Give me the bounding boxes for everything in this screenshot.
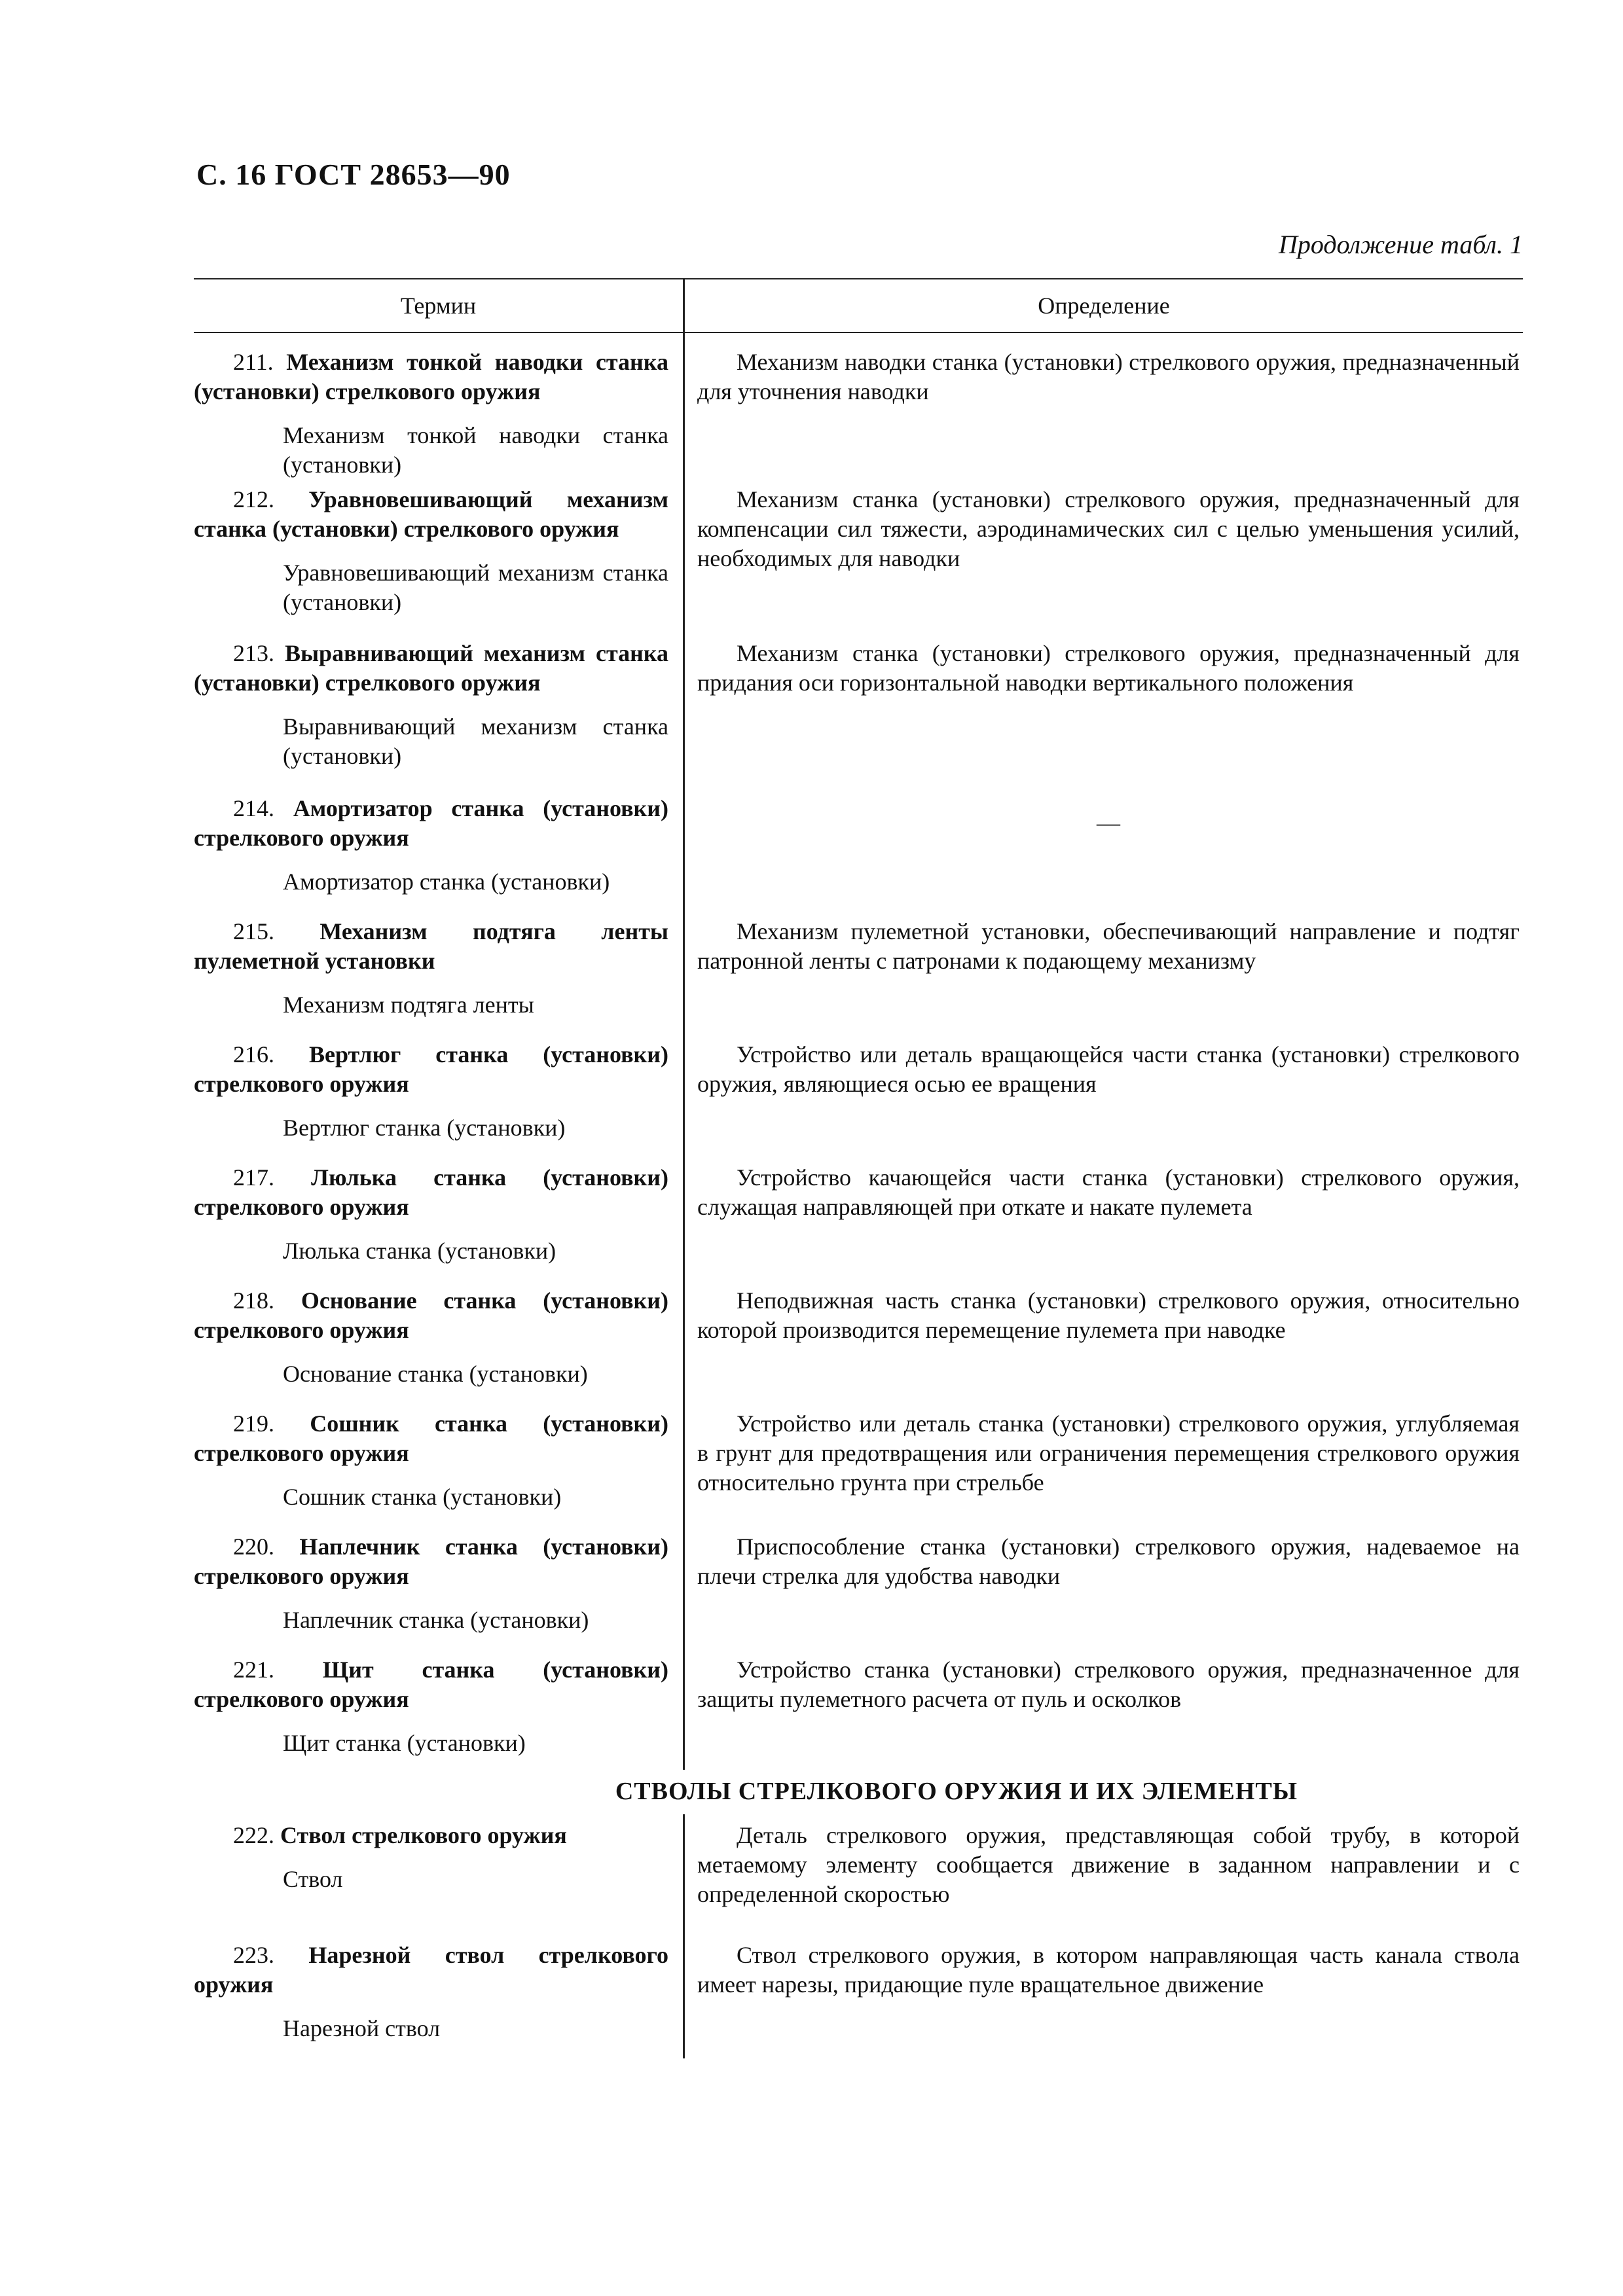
term-number: 211.	[233, 349, 274, 375]
table-row	[194, 1286, 1523, 1409]
column-header-definition: Определение	[1038, 293, 1170, 319]
table-row	[194, 348, 1523, 485]
table-row	[194, 1655, 1523, 1770]
section-title: СТВОЛЫ СТРЕЛКОВОГО ОРУЖИЯ И ИХ ЭЛЕМЕНТЫ	[615, 1778, 1298, 1805]
column-header-term: Термин	[194, 279, 685, 332]
term-number: 217.	[233, 1164, 274, 1191]
table-row	[194, 1409, 1523, 1532]
term-short: Вертлюг станка (установки)	[283, 1115, 566, 1141]
table-body-part2	[194, 1814, 1523, 2058]
term-main	[194, 1655, 668, 1714]
term-number: 219.	[233, 1410, 274, 1437]
term-short: Ствол	[283, 1866, 343, 1892]
term-definition: Деталь стрелкового оружия, представляющая собой трубу, в которой метаемому элементу сообщается движение в заданном направлении и с определенной скоростью	[697, 1822, 1520, 1907]
term-name: Вертлюг станка (установки) стрелкового оружия	[194, 1041, 669, 1097]
term-name: Основание станка (установки) стрелкового оружия	[194, 1287, 668, 1343]
term-short: Выравнивающий механизм станка (установки)	[283, 713, 668, 769]
term-definition: Устройство или деталь вращающейся части станка (установки) стрелкового оружия, являющиеся осью ее вращения	[697, 1041, 1520, 1097]
term-short: Наплечник станка (установки)	[283, 1607, 589, 1633]
term-name: Механизм подтяга ленты пулеметной установки	[194, 918, 668, 974]
term-name: Люлька станка (установки) стрелкового оружия	[194, 1164, 669, 1220]
term-main	[194, 1532, 668, 1591]
term-number: 215.	[233, 918, 274, 944]
term-main	[194, 1409, 668, 1468]
term-name: Наплечник станка (установки) стрелкового оружия	[194, 1534, 668, 1589]
term-definition: Устройство станка (установки) стрелкового оружия, предназначенное для защиты пулеметного расчета от пуль и осколков	[697, 1657, 1520, 1712]
term-definition: Механизм станка (установки) стрелкового оружия, предназначенный для компенсации сил тяжести, аэродинамических сил с целью уменьшения усилий, необходимых для наводки	[697, 486, 1520, 571]
table-row	[194, 1163, 1523, 1286]
term-short: Люлька станка (установки)	[283, 1238, 556, 1264]
term-name: Уравновешивающий механизм станка (установки) стрелкового оружия	[194, 486, 668, 542]
table-row	[194, 1941, 1523, 2058]
term-short: Амортизатор станка (установки)	[283, 869, 610, 895]
term-short: Механизм подтяга ленты	[283, 992, 534, 1018]
term-definition: Устройство качающейся части станка (установки) стрелкового оружия, служащая направляющей при откате и накате пулемета	[697, 1164, 1520, 1220]
term-number: 213.	[233, 640, 274, 666]
table-header-row	[194, 279, 1523, 332]
term-short: Щит станка (установки)	[283, 1730, 526, 1756]
term-number: 220.	[233, 1534, 274, 1560]
term-definition: Механизм наводки станка (установки) стрелкового оружия, предназначенный для уточнения наводки	[697, 349, 1520, 404]
terms-table	[194, 278, 1523, 2058]
term-short: Уравновешивающий механизм станка (установки)	[283, 560, 668, 615]
term-main	[194, 639, 668, 698]
term-name: Выравнивающий механизм станка (установки) стрелкового оружия	[194, 640, 669, 696]
term-main	[194, 1821, 668, 1850]
term-name: Щит станка (установки) стрелкового оружия	[194, 1657, 668, 1712]
table-row	[194, 794, 1523, 917]
table-row	[194, 485, 1523, 639]
table-row	[194, 639, 1523, 794]
term-definition: Устройство или деталь станка (установки) стрелкового оружия, углубляемая в грунт для предотвращения или ограничения перемещения стрелкового оружия относительно грунта при стрельбе	[697, 1410, 1520, 1496]
page-header: С. 16 ГОСТ 28653—90	[196, 158, 511, 191]
term-main	[194, 1941, 668, 2000]
column-divider	[683, 1814, 685, 2058]
term-definition: Ствол стрелкового оружия, в котором направляющая часть канала ствола имеет нарезы, придающие пуле вращательное движение	[697, 1942, 1520, 1998]
term-name: Ствол стрелкового оружия	[280, 1822, 567, 1848]
term-definition-dash: —	[1097, 810, 1120, 836]
term-main	[194, 485, 668, 544]
term-main	[194, 1286, 668, 1345]
term-short: Сошник станка (установки)	[283, 1484, 562, 1510]
term-definition: Механизм станка (установки) стрелкового оружия, предназначенный для придания оси горизонтальной наводки вертикального положения	[697, 640, 1520, 696]
term-name: Нарезной ствол стрелкового оружия	[194, 1942, 669, 1998]
table-row	[194, 917, 1523, 1040]
term-main	[194, 1040, 668, 1099]
term-name: Сошник станка (установки) стрелкового оружия	[194, 1410, 668, 1466]
term-main	[194, 348, 668, 406]
term-short: Основание станка (установки)	[283, 1361, 588, 1387]
term-short: Нарезной ствол	[283, 2015, 441, 2041]
term-number: 214.	[233, 795, 274, 821]
term-definition: Приспособление станка (установки) стрелкового оружия, надеваемое на плечи стрелка для удобства наводки	[697, 1534, 1520, 1589]
table-continuation-label: Продолжение табл. 1	[1278, 230, 1523, 259]
term-main	[194, 917, 668, 976]
term-definition: Механизм пулеметной установки, обеспечивающий направление и подтяг патронной ленты с патронами к подающему механизму	[697, 918, 1520, 974]
term-number: 221.	[233, 1657, 274, 1683]
term-definition: Неподвижная часть станка (установки) стрелкового оружия, относительно которой производится перемещение пулемета при наводке	[697, 1287, 1520, 1343]
term-number: 216.	[233, 1041, 274, 1067]
term-number: 218.	[233, 1287, 274, 1314]
table-body-part1	[194, 333, 1523, 1770]
term-short: Механизм тонкой наводки станка (установки)	[283, 422, 668, 478]
term-main	[194, 794, 668, 853]
table-row	[194, 1532, 1523, 1655]
table-row	[194, 1821, 1523, 1941]
term-main	[194, 1163, 668, 1222]
column-divider	[683, 333, 685, 1770]
term-name: Амортизатор станка (установки) стрелкового оружия	[194, 795, 668, 851]
table-row	[194, 1040, 1523, 1163]
term-number: 223.	[233, 1942, 274, 1968]
term-number: 222.	[233, 1822, 274, 1848]
term-number: 212.	[233, 486, 274, 512]
term-name: Механизм тонкой наводки станка (установки) стрелкового оружия	[194, 349, 668, 404]
